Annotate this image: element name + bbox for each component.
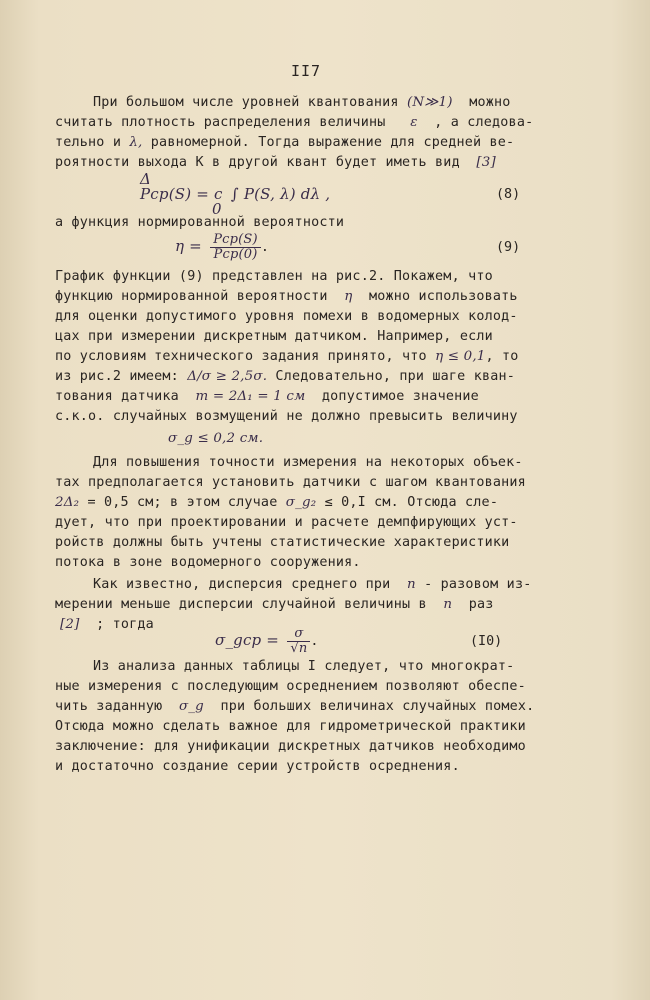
paragraph-5-line-3 (60, 616, 154, 634)
text: Как известно, дисперсия среднего при (93, 577, 391, 592)
equation-lhs: σ_gср = (215, 631, 280, 649)
handwritten-lambda: λ, (129, 135, 143, 150)
paragraph-2: а функция нормированной вероятности (55, 215, 345, 230)
paragraph-4-line-6: потока в зоне водомерного сооружения. (55, 555, 361, 570)
equation-lhs: η = (175, 237, 202, 255)
handwritten-step: m = 2Δ₁ = 1 см (195, 389, 306, 404)
equation-8 (140, 185, 330, 205)
equation-10-number: (I0) (470, 634, 503, 649)
paragraph-1-line-4 (55, 154, 496, 172)
fraction (210, 233, 261, 262)
handwritten-condition: η ≤ 0,1 (435, 349, 486, 364)
text: считать плотность распределения величины (55, 115, 386, 130)
text: ≤ 0,I см. Отсюда сле- (324, 495, 499, 510)
text: тельно и (55, 135, 122, 150)
paragraph-6-line-6: и достаточно создание серии устройств осреднения. (55, 759, 460, 774)
paragraph-4-line-1: Для повышения точности измерения на некоторых объек- (93, 455, 523, 470)
handwritten-n: n (406, 577, 416, 592)
text: чить заданную (55, 699, 163, 714)
text: раз (468, 597, 494, 612)
handwritten-eta: η (344, 289, 353, 304)
handwritten-reference: [3] (476, 155, 496, 170)
paragraph-4-line-5: ройств должны быть учтены статистические характеристики (55, 535, 510, 550)
text: тования датчика (55, 389, 179, 404)
paragraph-3-line-7 (55, 388, 479, 406)
equation-10: σ_gср = $\frac{\sigma}{√n}$ . (215, 625, 319, 656)
text: Следовательно, при шаге кван- (275, 369, 516, 384)
handwritten-reference: [2] (60, 617, 80, 632)
text: по условиям технического задания принято, что (55, 349, 427, 364)
paragraph-6-line-1: Из анализа данных таблицы I следует, что многократ- (93, 659, 515, 674)
paragraph-4-line-4: дует, что при проектировании и расчете демпфирующих уст- (55, 515, 518, 530)
text: из рис.2 имеем: (55, 369, 179, 384)
text: = 0,5 см; в этом случае (87, 495, 278, 510)
text: функцию нормированной вероятности (55, 289, 328, 304)
paragraph-1-line-2 (55, 114, 533, 132)
paragraph-3-line-9 (168, 430, 263, 448)
text: , а следова- (434, 115, 534, 130)
text: роятности выхода К в другой квант будет иметь вид (55, 155, 460, 170)
text: мерении меньше дисперсии случайной величины в (55, 597, 427, 612)
numerator: σ (287, 627, 310, 642)
equation-8-number: (8) (496, 187, 521, 202)
text: равномерной. Тогда выражение для средней ве- (150, 135, 515, 150)
paragraph-4-line-3 (55, 494, 498, 512)
handwritten-step: 2Δ₂ (55, 495, 80, 510)
paragraph-3-line-1: График функции (9) представлен на рис.2. Покажем, что (55, 269, 493, 284)
integral-upper-limit: Δ (140, 170, 152, 188)
paragraph-6-line-2: ные измерения с последующим осреднением позволяют обеспе- (55, 679, 526, 694)
paragraph-3-line-4: цах при измерении дискретным датчиком. Например, если (55, 329, 493, 344)
handwritten-ratio: Δ/σ ≥ 2,5σ. (187, 369, 268, 384)
text: , то (485, 349, 519, 364)
paragraph-1-line-1 (93, 94, 511, 112)
handwritten-n: n (443, 597, 453, 612)
text: при больших величинах случайных помех. (220, 699, 535, 714)
paragraph-3-line-2 (55, 288, 518, 306)
paragraph-3-line-6 (55, 368, 515, 386)
equation-9: η = $\frac{\text{Pср(S)}}{\text{Pср(0)}}$ . (175, 231, 270, 262)
paragraph-3-line-8: с.к.о. случайных возмущений не должно превысить величину (55, 409, 518, 424)
text: допустимое значение (321, 389, 479, 404)
paragraph-3-line-3: для оценки допустимого уровня помехи в водомерных колод- (55, 309, 518, 324)
paragraph-4-line-2: тах предполагается установить датчики с шагом квантования (55, 475, 526, 490)
paragraph-1-line-3 (55, 134, 514, 152)
text: - разовом из- (424, 577, 532, 592)
paragraph-6-line-3 (55, 698, 534, 716)
text: При большом числе уровней квантования (93, 95, 399, 110)
handwritten-condition: (N≫1) (406, 95, 453, 110)
text: можно использовать (368, 289, 518, 304)
paragraph-3-line-5 (55, 348, 519, 366)
handwritten-sigma: σ_g₂ (285, 495, 317, 510)
paragraph-5-line-1 (93, 576, 531, 594)
numerator: Pср(S) (210, 233, 261, 248)
fraction (287, 627, 310, 656)
paragraph-6-line-4: Отсюда можно сделать важное для гидрометрической практики (55, 719, 526, 734)
paragraph-5-line-2 (55, 596, 493, 614)
equation-9-number: (9) (496, 240, 521, 255)
handwritten-epsilon: ε (410, 115, 418, 130)
paragraph-6-line-5: заключение: для унификации дискретных датчиков необходимо (55, 739, 526, 754)
handwritten-limit: σ_g ≤ 0,2 см. (168, 431, 264, 446)
equation-lhs: Pср(S) = c (140, 185, 223, 203)
integral-lower-limit: 0 (212, 200, 222, 218)
equation-integrand: ∫ P(S, λ) dλ , (230, 185, 331, 203)
text: ; тогда (96, 617, 154, 632)
page-number: II7 (291, 62, 322, 80)
handwritten-sigma: σ_g (178, 699, 204, 714)
denominator: Pср(0) (213, 246, 258, 262)
denominator: √n (290, 640, 308, 656)
text: можно (469, 95, 511, 110)
